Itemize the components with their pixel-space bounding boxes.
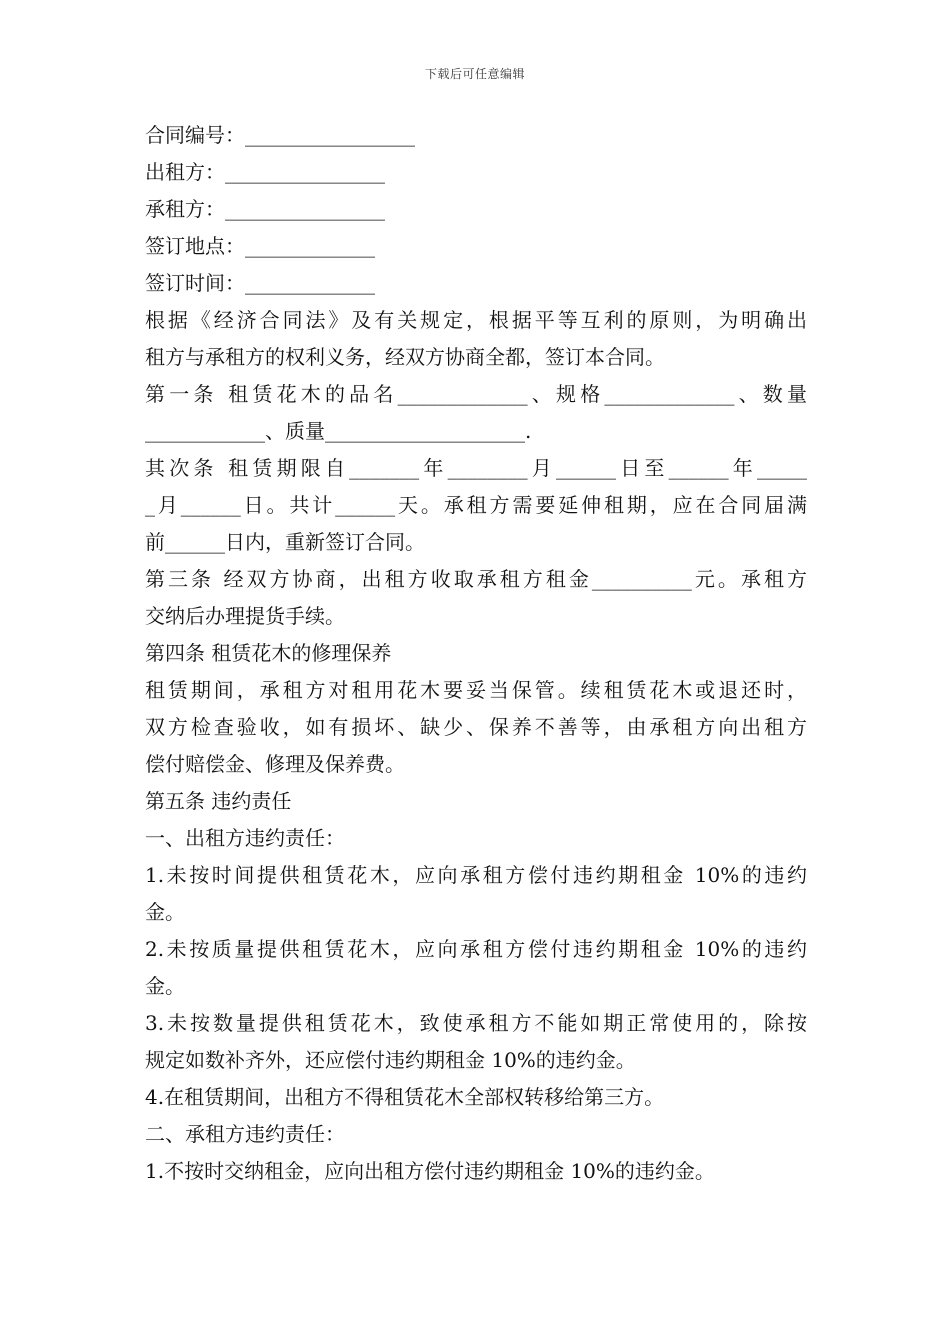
lessor-liability-item: 金。 — [145, 974, 185, 998]
article-2-line: _月______日。共计______天。承租方需要延伸租期，应在合同届满 — [145, 493, 807, 517]
article-1-line: 第一条 租赁花木的品名_____________、规格_____________、数量 — [145, 382, 807, 406]
article-4-line: 租赁期间，承租方对租用花木要妥当保管。续租赁花木或退还时， — [145, 678, 807, 702]
lessee-liability-item: 1.不按时交纳租金，应向出租方偿付违约期租金 10%的违约金。 — [145, 1159, 715, 1183]
lessor-liability-item: 金。 — [145, 900, 185, 924]
signing-time-line: 签订时间：_____________ — [145, 271, 375, 295]
lessor-liability-item: 1.未按时间提供租赁花木，应向承租方偿付违约期租金 10%的违约 — [145, 863, 807, 887]
article-2-line: 其次条 租赁期限自_______年________月______日至______年_____ — [145, 456, 807, 480]
article-1-line: ____________、质量____________________. — [145, 419, 532, 443]
lessor-liability-item: 规定如数补齐外，还应偿付违约期租金 10%的违约金。 — [145, 1048, 636, 1072]
contract-number-line: 合同编号：_________________ — [145, 123, 415, 147]
document-body — [145, 117, 807, 1190]
article-5-heading: 第五条 违约责任 — [145, 789, 292, 813]
lessee-line: 承租方：________________ — [145, 197, 385, 221]
lessor-liability-item: 3.未按数量提供租赁花木，致使承租方不能如期正常使用的，除按 — [145, 1011, 807, 1035]
lessee-liability-heading: 二、承租方违约责任： — [145, 1122, 345, 1146]
page-header: 下载后可任意编辑 — [424, 67, 525, 81]
lessor-liability-item: 2.未按质量提供租赁花木，应向承租方偿付违约期租金 10%的违约 — [145, 937, 807, 961]
lessor-line: 出租方：________________ — [145, 160, 385, 184]
lessor-liability-item: 4.在租赁期间，出租方不得租赁花木全部权转移给第三方。 — [145, 1085, 665, 1109]
signing-place-line: 签订地点：_____________ — [145, 234, 375, 258]
article-4-line: 偿付赔偿金、修理及保养费。 — [145, 752, 405, 776]
article-2-line: 前______日内，重新签订合同。 — [145, 530, 425, 554]
article-4-heading: 第四条 租赁花木的修理保养 — [145, 641, 392, 665]
preamble-line: 根据《经济合同法》及有关规定，根据平等互利的原则，为明确出 — [145, 308, 807, 332]
article-3-line: 第三条 经双方协商，出租方收取承租方租金__________元。承租方 — [145, 567, 807, 591]
article-3-line: 交纳后办理提货手续。 — [145, 604, 345, 628]
article-4-line: 双方检查验收，如有损坏、缺少、保养不善等，由承租方向出租方 — [145, 715, 807, 739]
lessor-liability-heading: 一、出租方违约责任： — [145, 826, 345, 850]
preamble-line: 租方与承租方的权利义务，经双方协商全都，签订本合同。 — [145, 345, 665, 369]
